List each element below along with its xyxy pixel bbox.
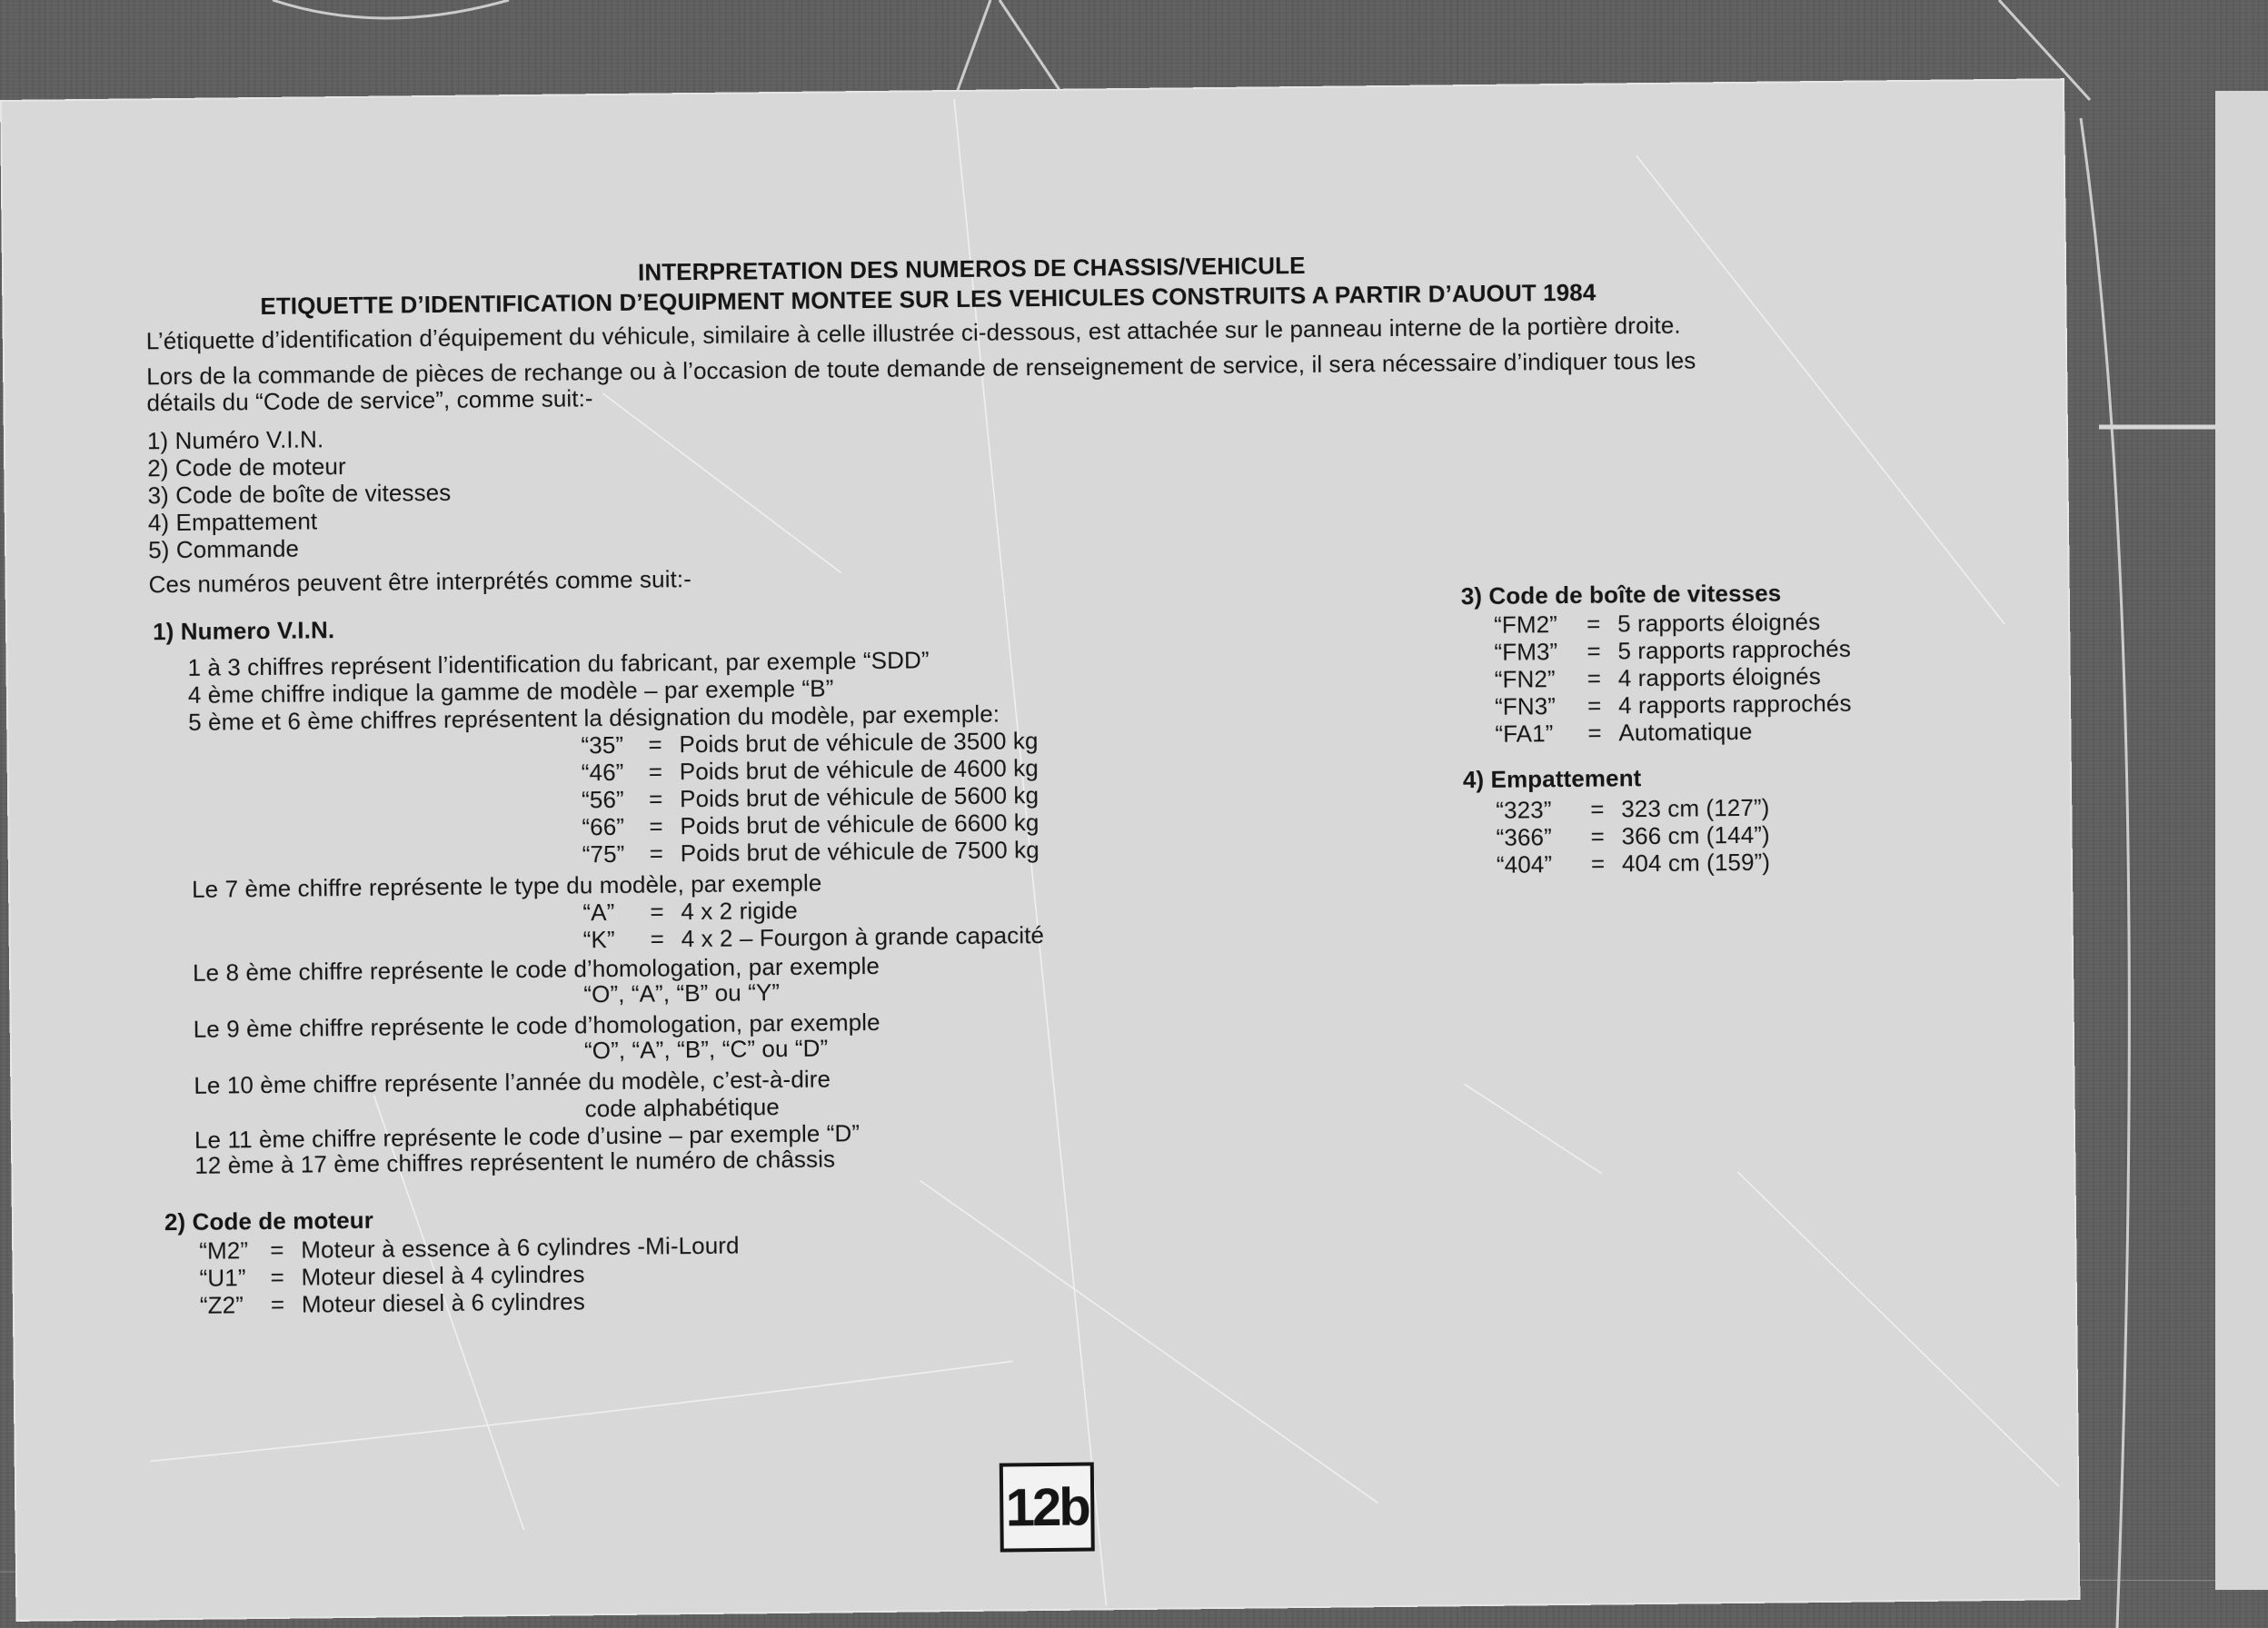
vin-line: Le 10 ème chiffre représente l’année du modèle, c’est-à-dire (194, 1065, 831, 1099)
weight-code: “56” (581, 785, 624, 814)
weight-eq: = (648, 758, 663, 786)
section-heading-wheelbase: 4) Empattement (1462, 764, 1642, 794)
weight-desc: Poids brut de véhicule de 5600 kg (679, 781, 1040, 813)
gearbox-code: “FM2” (1493, 610, 1558, 639)
manual-page (0, 78, 2080, 1622)
list-item: 5) Commande (148, 534, 300, 564)
engine-desc: Moteur diesel à 4 cylindres (301, 1260, 585, 1291)
vin-line: Le 7 ème chiffre représente le type du modèle, par exemple (191, 869, 822, 903)
intro-paragraph-2-cont: détails du “Code de service”, comme suit:- (146, 384, 593, 417)
gearbox-eq: = (1587, 664, 1602, 692)
vin-line: Le 9 ème chiffre représente le code d’homologation, par exemple (193, 1008, 880, 1043)
weight-code: “35” (581, 730, 624, 759)
page-subtitle: ETIQUETTE D’IDENTIFICATION D’EQUIPMENT MONTEE SUR LES VEHICULES CONSTRUITS A PARTIR D’AUOUT 1984 (260, 278, 1597, 321)
wheelbase-desc: 323 cm (127”) (1621, 793, 1770, 823)
wheelbase-eq: = (1590, 822, 1606, 850)
engine-eq: = (270, 1236, 284, 1264)
wheelbase-desc: 366 cm (144”) (1621, 820, 1770, 850)
type-eq: = (650, 898, 664, 926)
gearbox-desc: 4 rapports éloignés (1617, 662, 1821, 692)
vin-line: Le 11 ème chiffre représente le code d’usine – par exemple “D” (194, 1119, 860, 1154)
gearbox-desc: 4 rapports rapprochés (1617, 689, 1852, 720)
vin-line: 12 ème à 17 ème chiffres représentent le numéro de châssis (194, 1145, 836, 1179)
engine-desc: Moteur à essence à 6 cylindres -Mi-Lourd (301, 1231, 740, 1264)
weight-code: “46” (581, 758, 624, 787)
engine-eq: = (270, 1263, 285, 1291)
gearbox-code: “FM3” (1494, 638, 1558, 666)
vin-line: Le 8 ème chiffre représente le code d’homologation, par exemple (192, 951, 880, 987)
list-item: 1) Numéro V.I.N. (146, 425, 324, 455)
gearbox-code: “FN3” (1494, 692, 1557, 720)
page-title: INTERPRETATION DES NUMEROS DE CHASSIS/VEHICULE (637, 251, 1306, 286)
type-eq: = (650, 925, 665, 953)
vin-values: “O”, “A”, “B” ou “Y” (583, 978, 781, 1008)
engine-code: “U1” (199, 1264, 246, 1292)
gearbox-code: “FA1” (1495, 720, 1554, 748)
weight-eq: = (649, 812, 663, 840)
gearbox-desc: 5 rapports rapprochés (1617, 634, 1852, 665)
page-number-badge: 12b (1000, 1462, 1095, 1552)
weight-code: “75” (582, 839, 625, 869)
type-code: “K” (582, 925, 615, 954)
engine-desc: Moteur diesel à 6 cylindres (301, 1287, 586, 1318)
intro-paragraph: L’étiquette d’identification d’équipement du véhicule, similaire à celle illustrée ci-dessous, est attachée sur le panneau interne de la portière droite. (145, 311, 1681, 355)
vin-line: 5 ème et 6 ème chiffres représentent la désignation du modèle, par exemple: (188, 700, 1000, 736)
section-heading-engine: 2) Code de moteur (164, 1206, 374, 1236)
section-heading-vin: 1) Numero V.I.N. (152, 616, 335, 646)
gearbox-eq: = (1586, 610, 1601, 638)
gearbox-code: “FN2” (1494, 665, 1556, 693)
weight-desc: Poids brut de véhicule de 4600 kg (679, 754, 1039, 786)
weight-desc: Poids brut de véhicule de 6600 kg (680, 809, 1040, 840)
weight-eq: = (649, 839, 664, 868)
weight-desc: Poids brut de véhicule de 3500 kg (679, 727, 1039, 759)
intro-paragraph-2: Lors de la commande de pièces de rechange ou à l’occasion de toute demande de renseignement de service, il sera nécessaire d’indiquer tous les (146, 346, 1696, 391)
engine-eq: = (270, 1290, 285, 1318)
gearbox-desc: 5 rapports éloignés (1616, 608, 1821, 638)
gearbox-eq: = (1587, 719, 1602, 747)
gearbox-eq: = (1587, 691, 1602, 720)
wheelbase-code: “404” (1496, 850, 1553, 879)
wheelbase-code: “323” (1496, 796, 1552, 824)
wheelbase-eq: = (1590, 795, 1605, 823)
list-item: 4) Empattement (147, 507, 318, 537)
vin-values: “O”, “A”, “B”, “C” ou “D” (583, 1034, 829, 1065)
weight-eq: = (648, 730, 662, 759)
page-content (0, 78, 2080, 1622)
weight-eq: = (648, 785, 663, 813)
engine-code: “M2” (199, 1236, 249, 1265)
wheelbase-code: “366” (1496, 823, 1552, 851)
gearbox-eq: = (1587, 637, 1601, 665)
vin-values: code alphabétique (584, 1093, 781, 1123)
list-item: 3) Code de boîte de vitesses (147, 478, 452, 510)
engine-code: “Z2” (199, 1291, 244, 1319)
vin-line: 1 à 3 chiffres représent l’identification du fabricant, par exemple “SDD” (187, 646, 930, 681)
adjacent-page-edge (2215, 91, 2268, 1590)
type-desc: 4 x 2 rigide (681, 896, 798, 926)
wheelbase-eq: = (1590, 849, 1606, 878)
section-heading-gearbox: 3) Code de boîte de vitesses (1460, 579, 1782, 610)
type-desc: 4 x 2 – Fourgon à grande capacité (681, 921, 1045, 953)
weight-code: “66” (582, 812, 625, 841)
list-item: 2) Code de moteur (147, 452, 346, 482)
wheelbase-desc: 404 cm (159”) (1621, 848, 1771, 878)
gearbox-desc: Automatique (1618, 717, 1753, 747)
intro-closing: Ces numéros peuvent être interprétés comme suit:- (148, 565, 692, 599)
type-code: “A” (582, 898, 615, 927)
weight-desc: Poids brut de véhicule de 7500 kg (680, 836, 1040, 868)
vin-line: 4 ème chiffre indique la gamme de modèle – par exemple “B” (187, 674, 834, 709)
